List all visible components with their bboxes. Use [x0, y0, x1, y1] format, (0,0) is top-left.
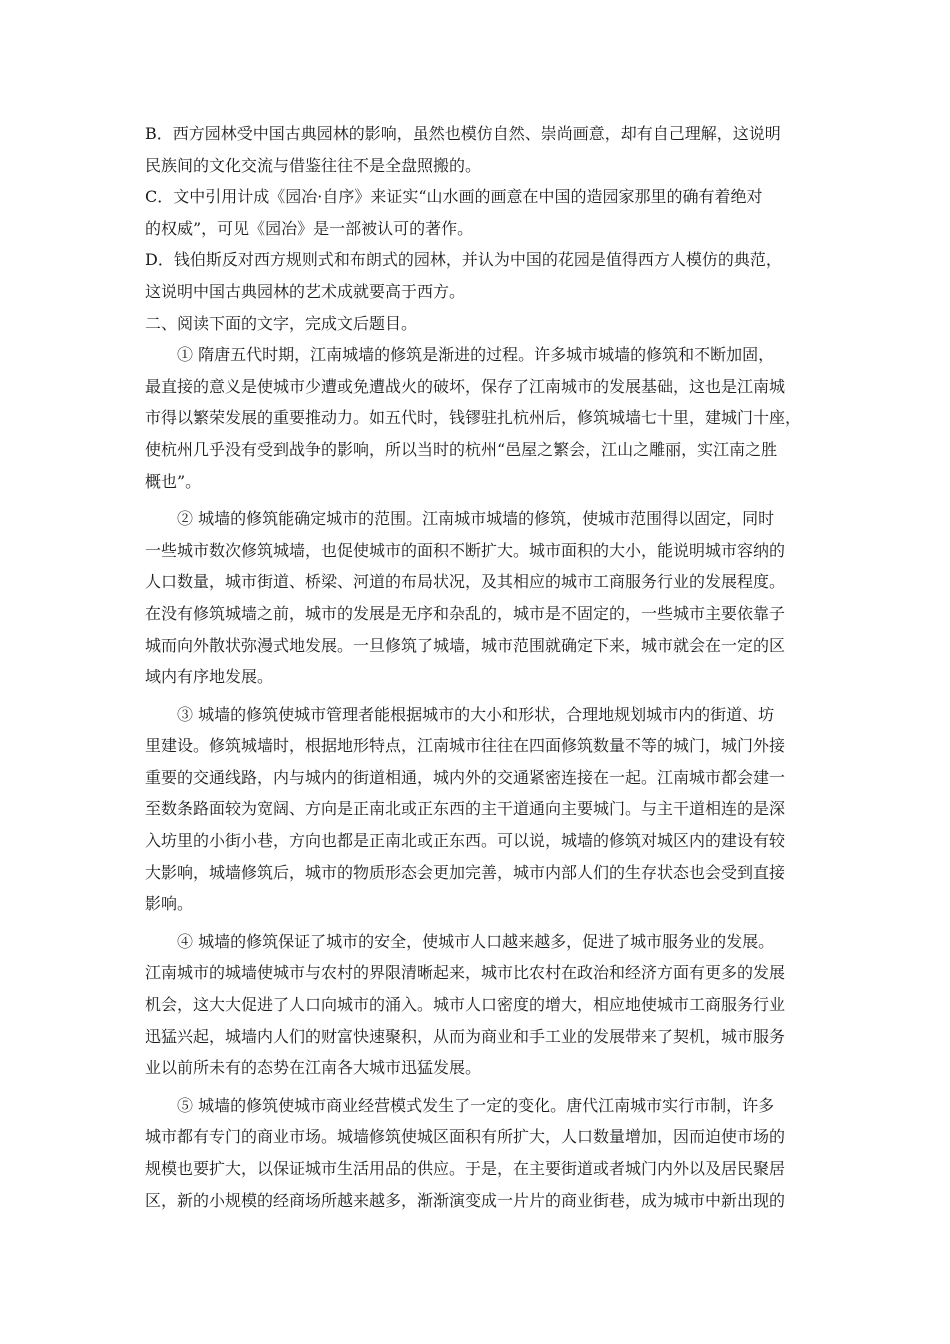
text-line: ② 城墙的修筑能确定城市的范围。江南城市城墙的修筑，使城市范围得以固定，同时	[177, 509, 775, 529]
text-line: 迅猛兴起，城墙内人们的财富快速聚积，从而为商业和手工业的发展带来了契机，城市服务	[145, 1026, 786, 1046]
text-line: 业以前所未有的态势在江南各大城市迅猛发展。	[145, 1058, 482, 1078]
text-line: ⑤ 城墙的修筑使城市商业经营模式发生了一定的变化。唐代江南城市实行市制，许多	[177, 1095, 775, 1115]
text-line: 的权威”，可见《园冶》是一部被认可的著作。	[145, 218, 474, 238]
text-line: 区，新的小规模的经商场所越来越多，渐渐演变成一片片的商业街巷，成为城市中新出现的	[145, 1190, 786, 1210]
text-line: 江南城市的城墙使城市与农村的界限清晰起来，城市比农村在政治和经济方面有更多的发展	[145, 963, 786, 983]
option-c	[145, 181, 813, 244]
text-line: 里建设。修筑城墙时，根据地形特点，江南城市往往在四面修筑数量不等的城门，城门外接	[145, 736, 786, 756]
text-line: 一些城市数次修筑城墙，也促使城市的面积不断扩大。城市面积的大小，能说明城市容纳的	[145, 540, 786, 560]
text-line: ④ 城墙的修筑保证了城市的安全，使城市人口越来越多，促进了城市服务业的发展。	[177, 931, 775, 951]
paragraph-3	[145, 699, 813, 920]
text-line: 机会，这大大促进了人口向城市的涌入。城市人口密度的增大，相应地使城市工商服务行业	[145, 995, 786, 1015]
text-line: 至数条路面较为宽阔、方向是正南北或正东西的主干道通向主要城门。与主干道相连的是深	[145, 799, 786, 819]
text-line: 影响。	[145, 894, 194, 914]
option-d	[145, 244, 813, 307]
text-line: ③ 城墙的修筑使城市管理者能根据城市的大小和形状，合理地规划城市内的街道、坊	[177, 704, 775, 724]
document-body	[145, 118, 813, 1222]
text-line: 入坊里的小街小巷，方向也都是正南北或正东西。可以说，城墙的修筑对城区内的建设有较	[145, 831, 786, 851]
text-line: 概也”。	[145, 471, 202, 491]
text-line: 域内有序地发展。	[145, 667, 274, 687]
text-line: 城而向外散状弥漫式地发展。一旦修筑了城墙，城市范围就确定下来，城市就会在一定的区	[145, 635, 786, 655]
text-line: ① 隋唐五代时期，江南城墙的修筑是渐进的过程。许多城市城墙的修筑和不断加固，	[177, 345, 775, 365]
text-line: 市得以繁荣发展的重要推动力。如五代时，钱镠驻扎杭州后，修筑城墙七十里，建城门十座，	[145, 408, 802, 428]
text-line: 使杭州几乎没有受到战争的影响，所以当时的杭州“邑屋之繁会，江山之雕丽，实江南之胜	[145, 439, 778, 459]
text-line: B．西方园林受中国古典园林的影响，虽然也模仿自然、崇尚画意，却有自己理解，这说明	[145, 124, 781, 143]
text-line: 规模也要扩大，以保证城市生活用品的供应。于是，在主要街道或者城门内外以及居民聚居	[145, 1159, 786, 1178]
option-b	[145, 118, 813, 181]
paragraph-4	[145, 926, 813, 1084]
text-line: 最直接的意义是使城市少遭或免遭战火的破坏，保存了江南城市的发展基础，这也是江南城	[145, 376, 786, 396]
text-line: 民族间的文化交流与借鉴往往不是全盘照搬的。	[145, 155, 482, 175]
text-line: 重要的交通线路，内与城内的街道相通，城内外的交通紧密连接在一起。江南城市都会建一	[145, 767, 786, 787]
text-line: 这说明中国古典园林的艺术成就要高于西方。	[145, 281, 466, 301]
section-heading: 二、阅读下面的文字，完成文后题目。	[145, 313, 418, 333]
paragraph-2	[145, 503, 813, 693]
text-line: 在没有修筑城墙之前，城市的发展是无序和杂乱的，城市是不固定的，一些城市主要依靠子	[145, 603, 786, 623]
text-line: C．文中引用计成《园冶·自序》来证实“山水画的画意在中国的造园家那里的确有着绝对	[145, 187, 763, 207]
text-line: 大影响，城墙修筑后，城市的物质形态会更加完善，城市内部人们的生存状态也会受到直接	[145, 862, 786, 882]
paragraph-1	[145, 339, 813, 497]
text-line: D．钱伯斯反对西方规则式和布朗式的园林，并认为中国的花园是值得西方人模仿的典范，	[145, 250, 782, 270]
text-line: 人口数量，城市街道、桥梁、河道的布局状况，及其相应的城市工商服务行业的发展程度。	[145, 572, 786, 592]
paragraph-5	[145, 1090, 813, 1216]
text-line: 城市都有专门的商业市场。城墙修筑使城区面积有所扩大，人口数量增加，因而迫使市场的	[145, 1127, 786, 1147]
